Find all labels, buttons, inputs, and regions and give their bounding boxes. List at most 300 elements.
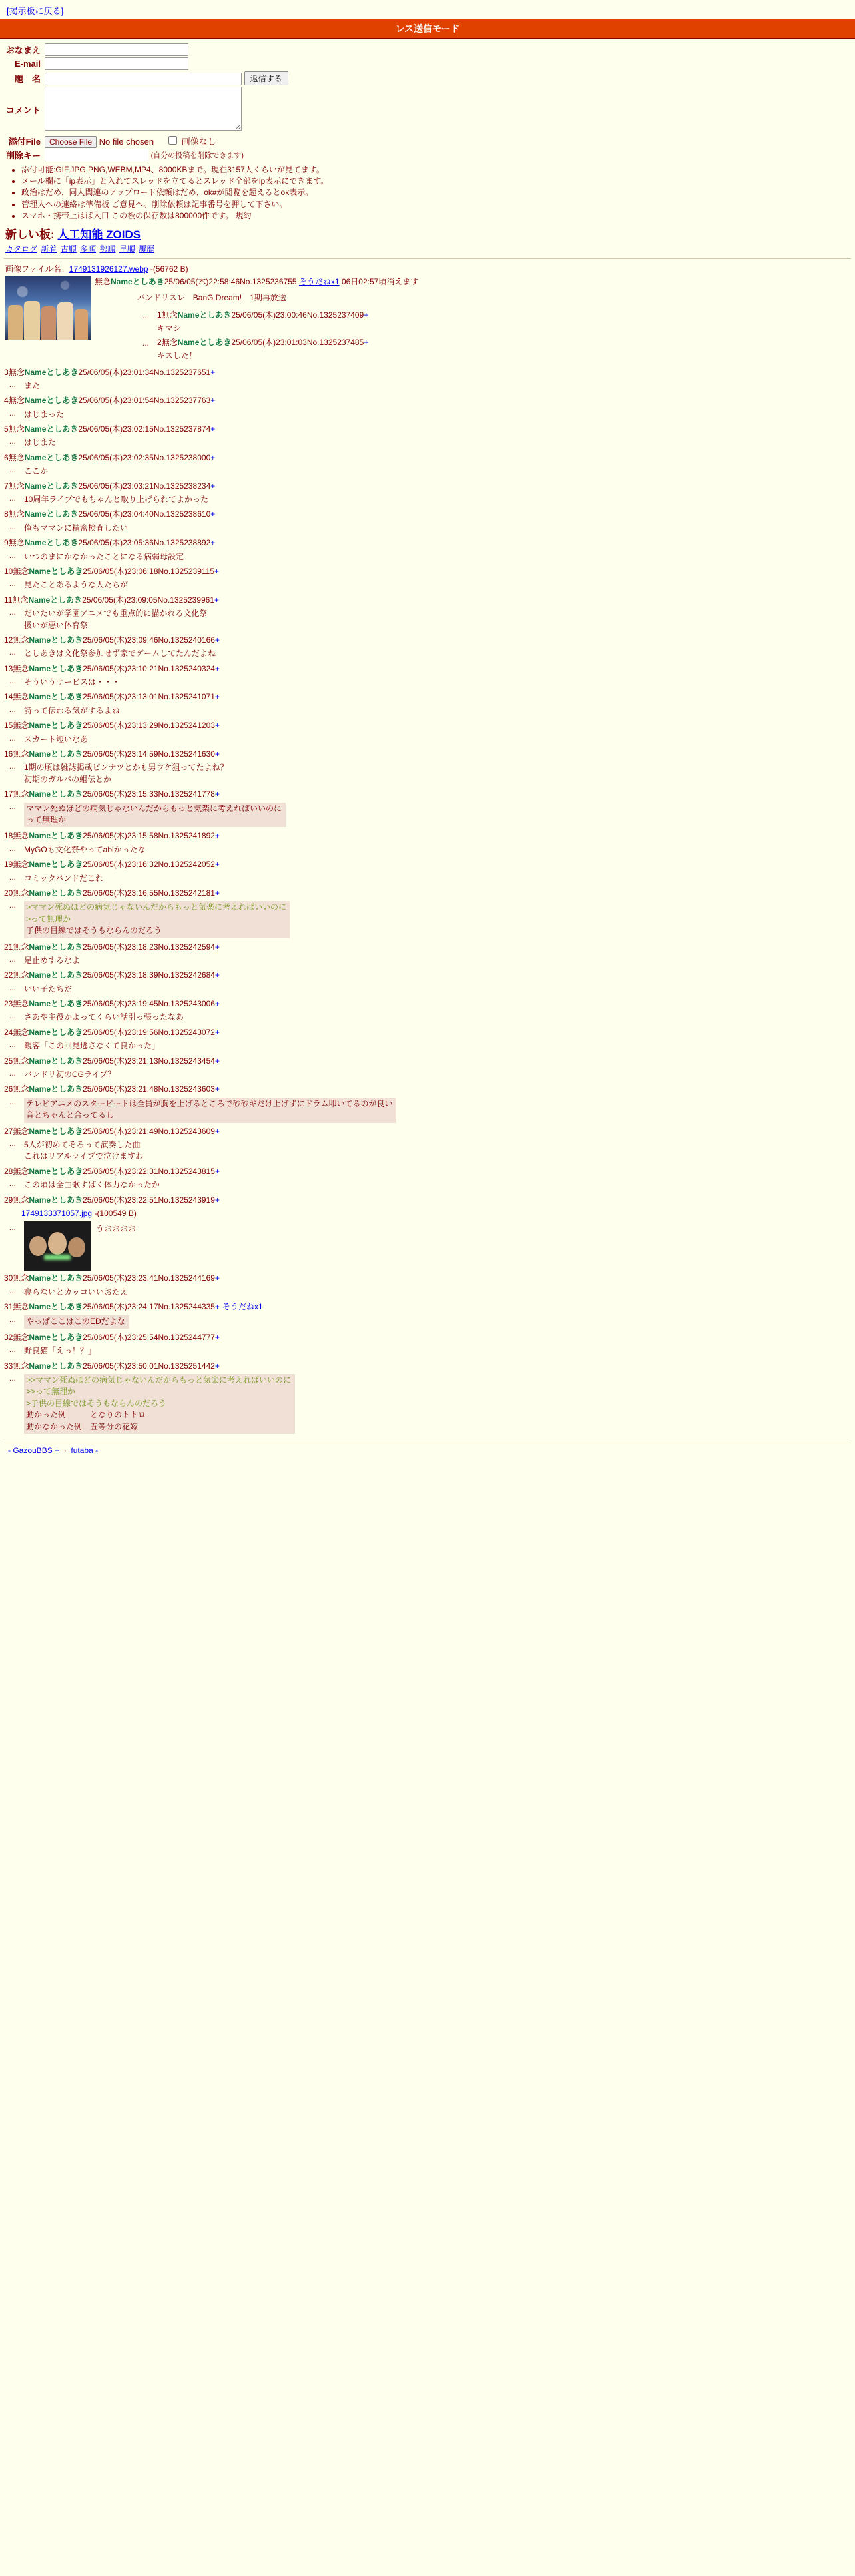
reply-number: No.1325239115 [158, 566, 215, 576]
reply-name-label: Name [24, 367, 47, 377]
reply-line: ここか [24, 466, 49, 476]
reply-text-block [24, 1098, 396, 1123]
file-label: 添付File [8, 136, 41, 147]
reply-poster: としあき [51, 970, 83, 980]
reply-post [4, 395, 851, 422]
reply-image-file-line: 1749133371057.jpg -(100549 B) [21, 1208, 137, 1218]
reply-poster: としあき [46, 367, 79, 377]
reply-sodane-plus[interactable]: + [214, 1027, 220, 1037]
quote-dots: ... [9, 1314, 16, 1324]
quote-dots: ... [9, 733, 16, 743]
reply-sodane-plus[interactable]: + [214, 789, 220, 799]
reply-image-file-link[interactable]: 1749133371057.jpg [21, 1208, 93, 1218]
reply-name-label: Name [24, 481, 47, 491]
reply-text-block [24, 1345, 96, 1357]
reply-index: 20 [4, 888, 13, 898]
reply-name-label: Name [29, 635, 51, 645]
reply-name-label: Name [29, 970, 51, 980]
reply-header [4, 1166, 851, 1177]
reply-poster: としあき [51, 831, 83, 841]
image-file-link[interactable]: 1749131926127.webp [69, 264, 148, 274]
note-item: • 政治はだめ、同人関連のアップロード依頼はだめ、ok#が閲覧を超えるとok表示。 [21, 187, 851, 198]
reply-date: 25/06/05(木)23:13:01 [83, 692, 158, 702]
reply-index: 32 [4, 1332, 13, 1342]
quote-dots: ... [9, 676, 16, 686]
reply-sodane-plus[interactable]: + [210, 367, 216, 377]
reply-line: はじまた [24, 438, 57, 448]
catalog-sort-fast[interactable]: 早順 [119, 244, 135, 254]
reply-text [24, 494, 208, 505]
reply-sodane-plus[interactable]: + [214, 721, 220, 731]
reply-text-block [24, 1139, 143, 1163]
reply-text-block [24, 1179, 160, 1191]
reply-number: No.1325240166 [158, 635, 215, 645]
reply-number: No.1325237485 [306, 337, 364, 347]
submit-button[interactable]: 返信する [244, 71, 288, 85]
back-to-board-link[interactable] [7, 4, 851, 17]
reply-index: 18 [4, 831, 13, 841]
reply-content-row [4, 675, 851, 690]
reply-post [4, 1166, 851, 1193]
reply-number: No.1325238610 [153, 509, 211, 519]
reply-sodane-plus[interactable]: + [364, 310, 369, 320]
reply-text [24, 551, 184, 563]
reply-sodane-plus[interactable]: + [214, 749, 220, 759]
reply-sodane-plus[interactable]: + [214, 1056, 220, 1066]
reply-number: No.1325243609 [158, 1126, 215, 1136]
reply-index: 5 [4, 424, 9, 434]
name-input[interactable] [45, 43, 188, 56]
reply-sodane-plus[interactable]: + [214, 1302, 220, 1312]
reply-content-row [4, 1313, 851, 1331]
reply-date: 25/06/05(木)23:02:35 [78, 452, 154, 462]
reply-post [4, 595, 851, 633]
reply-header [4, 452, 851, 464]
reply-index: 21 [4, 942, 13, 952]
reply-poster: としあき [51, 749, 83, 759]
reply-header [4, 998, 851, 1010]
reply-content-row [4, 549, 851, 565]
reply-text [24, 677, 120, 688]
reply-header [4, 1126, 851, 1137]
reply-text [24, 1179, 160, 1191]
reply-poster: としあき [51, 789, 83, 799]
quote-dots: ... [9, 521, 16, 531]
reply-content-row [4, 1067, 851, 1082]
reply-content-row [4, 577, 851, 593]
reply-line: 扱いが悪い体育祭 [24, 620, 89, 630]
reply-text [24, 437, 56, 448]
reply-nanashi: 無念 [8, 367, 25, 377]
catalog-sort-momentum[interactable]: 勢順 [99, 244, 116, 254]
reply-content-row [4, 899, 851, 940]
reply-content-row [4, 521, 851, 536]
reply-sodane-plus[interactable]: + [214, 692, 220, 702]
reply-post [4, 1301, 851, 1331]
reply-sodane-plus[interactable]: + [214, 970, 220, 980]
reply-content-row [4, 1096, 851, 1125]
comment-label: コメント [6, 105, 41, 115]
reply-header [4, 691, 851, 703]
reply-poster: としあき [46, 396, 79, 406]
reply-date: 25/06/05(木)23:21:49 [83, 1126, 158, 1136]
quote-dots: ... [9, 1138, 16, 1148]
reply-poster: としあき [51, 721, 83, 731]
reply-text [24, 734, 88, 745]
form-row-delkey [4, 148, 290, 162]
reply-line: 5人が初めてそろって演奏した曲 [24, 1139, 141, 1149]
reply-date: 25/06/05(木)23:09:46 [83, 635, 158, 645]
reply-content-row [4, 1137, 851, 1165]
reply-post [4, 1361, 851, 1436]
reply-text-block [24, 1374, 295, 1434]
quote-dots: ... [142, 310, 149, 320]
reply-text-block [96, 1223, 136, 1235]
reply-text [24, 762, 228, 785]
thumbnail-glow [44, 1255, 71, 1260]
post-form-area [0, 39, 855, 1458]
reply-sodane-plus[interactable]: + [214, 1332, 220, 1342]
note-item: • メール欄に「ip表示」と入れてスレッドを立てるとスレッド全部をip表示にできます。 [21, 176, 851, 186]
reply-post [4, 1332, 851, 1359]
reply-index: 8 [4, 509, 9, 519]
op-expire: 06日02:57頃消えます [341, 276, 419, 286]
form-row-subject [4, 71, 290, 86]
reply-nanashi: 無念 [8, 396, 25, 406]
delkey-input[interactable] [45, 149, 148, 161]
reply-text [24, 608, 207, 631]
reply-content-row [4, 1038, 851, 1054]
reply-date: 25/06/05(木)23:16:55 [83, 888, 158, 898]
reply-date: 25/06/05(木)23:04:40 [78, 509, 154, 519]
new-board-line [5, 225, 851, 242]
reply-line: >>って無理か [26, 1387, 76, 1397]
subject-input[interactable] [45, 73, 242, 85]
reply-post [4, 1126, 851, 1165]
reply-number: No.1325243603 [158, 1084, 215, 1094]
reply-sodane-plus[interactable]: + [214, 999, 220, 1009]
reply-date: 25/06/05(木)23:02:15 [78, 424, 154, 434]
reply-date: 25/06/05(木)23:16:32 [83, 860, 158, 870]
reply-text-block [24, 873, 103, 884]
reply-text [24, 803, 286, 828]
reply-line: うおおおお [96, 1224, 137, 1234]
quote-dots: ... [9, 704, 16, 714]
reply-header [4, 481, 851, 492]
reply-nanashi: 無念 [13, 566, 29, 576]
reply-text-block [24, 901, 290, 938]
reply-content-row [4, 378, 851, 394]
reply-content-row [4, 1372, 851, 1436]
reply-name-label: Name [24, 396, 47, 406]
reply-text: キスした！ [157, 351, 197, 361]
reply-sodane-plus[interactable]: + [210, 481, 216, 491]
reply-text-block [24, 844, 146, 856]
reply-index: 25 [4, 1056, 13, 1066]
reply-line: >ママン死ぬほどの病気じゃないんだからもっと気楽に考えればいいのに [26, 902, 287, 912]
form-row-name [4, 43, 290, 57]
reply-poster: としあき [46, 509, 79, 519]
reply-poster: としあき [51, 1084, 83, 1094]
reply-name-label: Name [28, 595, 51, 605]
reply-index: 24 [4, 1027, 13, 1037]
reply-content-row [4, 1343, 851, 1359]
reply-index: 28 [4, 1166, 13, 1176]
reply-name-label: Name [24, 424, 47, 434]
reply-name-label: Name [29, 831, 51, 841]
reply-sodane-plus[interactable]: + [364, 337, 369, 347]
reply-line: また [24, 380, 41, 390]
quote-dots: ... [9, 436, 16, 446]
reply-line: 詩って伝わる気がするよね [24, 705, 121, 715]
reply-sodane-plus[interactable]: + [214, 942, 220, 952]
reply-nanashi: 無念 [161, 310, 178, 320]
reply-line: この頃は全曲歌すばく体力なかったか [24, 1180, 160, 1190]
note-item: • スマホ・携帯上はば入口 この板の保存数は800000件です。 規約 [21, 210, 851, 221]
delkey-note: (自分の投稿を削除できます) [150, 151, 244, 160]
reply-nanashi: 無念 [13, 749, 29, 759]
reply-nanashi: 無念 [13, 888, 29, 898]
quote-dots: ... [9, 982, 16, 992]
reply-line: テレビアニメのスターピートは全員が胸を上げるところで砂砂ギだけ上げずにドラム叩いてるのが良い [26, 1098, 393, 1108]
quote-dots: ... [9, 1285, 16, 1295]
reply-number: No.1325239961 [157, 595, 215, 605]
reply-number: No.1325251442 [158, 1361, 215, 1371]
reply-number: No.1325241071 [158, 692, 215, 702]
name-label: おなまえ [6, 45, 41, 55]
reply-index: 29 [4, 1195, 13, 1205]
reply-name-label: Name [29, 1273, 51, 1283]
reply-text [24, 1069, 115, 1080]
quote-dots: ... [9, 379, 16, 389]
reply-number: No.1325237874 [153, 424, 211, 434]
quote-dots: ... [9, 1223, 16, 1233]
reply-nanashi: 無念 [13, 1084, 29, 1094]
reply-poster: としあき [51, 566, 83, 576]
reply-index: 19 [4, 860, 13, 870]
thumbnail-figure [75, 309, 88, 340]
back-to-board-anchor[interactable]: [掲示板に戻る] [7, 6, 64, 16]
reply-sodane-plus[interactable]: + [214, 1273, 220, 1283]
reply-sodane-plus[interactable]: + [210, 538, 216, 548]
footer-right-link[interactable]: futaba - [71, 1446, 99, 1456]
reply-sodane-plus[interactable]: + [210, 452, 216, 462]
reply-header [4, 595, 851, 606]
reply-date: 25/06/05(木)23:06:18 [83, 566, 158, 576]
reply-post [4, 566, 851, 593]
reply-line: さあや主役かよってくらい話引っ張ったなあ [24, 1012, 184, 1022]
reply-text [24, 1139, 143, 1163]
catalog-sort-history[interactable]: 履歴 [139, 244, 155, 254]
reply-content-row [4, 1177, 851, 1193]
reply-index: 2 [157, 337, 162, 347]
reply-date: 25/06/05(木)23:18:39 [83, 970, 158, 980]
reply-sodane-plus[interactable]: + [214, 1166, 220, 1176]
reply-poster: としあき [46, 452, 79, 462]
reply-post [4, 789, 851, 829]
catalog-link[interactable]: カタログ [5, 244, 38, 254]
choose-file-button[interactable]: Choose File [45, 136, 97, 148]
reply-number: No.1325243815 [158, 1166, 215, 1176]
reply-sodane-plus[interactable]: + [214, 1126, 220, 1136]
reply-content-row [4, 760, 851, 787]
reply-number: No.1325238000 [153, 452, 211, 462]
reply-sodane-plus[interactable]: + [210, 424, 216, 434]
reply-line: ママン死ぬほどの病気じゃないんだからもっと気楽に考えればいいのに [26, 803, 282, 813]
reply-sodane-plus[interactable]: + [214, 663, 220, 673]
reply-name-label: Name [29, 1056, 51, 1066]
reply-content-row [4, 982, 851, 997]
reply-nanashi: 無念 [13, 1332, 29, 1342]
reply-text [24, 523, 128, 534]
reply-date: 25/06/05(木)23:01:03 [231, 337, 307, 347]
reply-line: >って無理か [26, 914, 71, 924]
reply-index: 12 [4, 635, 13, 645]
reply-post [4, 1027, 851, 1054]
reply-date: 25/06/05(木)23:50:01 [83, 1361, 158, 1371]
reply-line: いつのまにかなかったことになる病弱母設定 [24, 551, 184, 561]
reply-number: No.1325238234 [153, 481, 211, 491]
reply-date: 25/06/05(木)23:21:48 [83, 1084, 158, 1094]
reply-index: 7 [4, 481, 9, 491]
reply-sodane-plus[interactable]: + [214, 566, 220, 576]
quote-dots: ... [9, 465, 16, 475]
reply-poster: としあき [51, 1273, 83, 1283]
quote-dots: ... [9, 493, 16, 503]
reply-nanashi: 無念 [8, 424, 25, 434]
reply-nanashi: 無念 [13, 1166, 29, 1176]
reply-date: 25/06/05(木)23:25:54 [83, 1332, 158, 1342]
quote-dots: ... [9, 579, 16, 589]
reply-name-label: Name [29, 1084, 51, 1094]
reply-index: 11 [4, 595, 13, 605]
reply-sodane-button[interactable]: そうだねx1 [222, 1302, 263, 1312]
form-row-file [4, 133, 290, 148]
reply-sodane-plus[interactable]: + [214, 1195, 220, 1205]
reply-line: バンドリ初のCGライブ？ [24, 1070, 116, 1080]
reply-name-label: Name [29, 860, 51, 870]
reply-index: 17 [4, 789, 13, 799]
reply-index: 22 [4, 970, 13, 980]
reply-name-label: Name [29, 749, 51, 759]
reply-header [157, 337, 368, 348]
quote-dots: ... [9, 1373, 16, 1383]
reply-poster: としあき [46, 481, 79, 491]
reply-line: 動かった例 となりのトトロ [26, 1410, 146, 1420]
reply-list [4, 367, 851, 1437]
reply-sodane-plus[interactable]: + [214, 1361, 220, 1371]
reply-thumbnail[interactable] [24, 1221, 91, 1271]
catalog-links [5, 243, 851, 254]
reply-header [4, 1332, 851, 1343]
reply-index: 13 [4, 663, 13, 673]
reply-header [4, 635, 851, 646]
reply-name-label: Name [29, 566, 51, 576]
reply-line: いい子たちだ [24, 984, 73, 994]
new-board-link[interactable]: 人工知能 ZOIDS [57, 228, 141, 241]
reply-date: 25/06/05(木)23:01:34 [78, 367, 154, 377]
form-row-comment [4, 86, 290, 133]
post-form [4, 43, 290, 162]
reply-sodane-plus[interactable]: + [214, 831, 220, 841]
reply-date: 25/06/05(木)23:09:05 [82, 595, 158, 605]
reply-line: 1期の頃は雑誌掲載ピンナツとかも男ウケ狙ってたよね？ [24, 763, 228, 773]
reply-nanashi: 無念 [13, 1302, 29, 1312]
reply-text-block [24, 380, 40, 392]
reply-poster: としあき [51, 663, 83, 673]
reply-nanashi: 無念 [161, 337, 178, 347]
op-thumbnail[interactable] [5, 276, 91, 340]
reply-content-row [4, 606, 851, 633]
quote-dots: ... [9, 954, 16, 964]
reply-header [4, 970, 851, 981]
op-header [95, 276, 851, 288]
reply-number: No.1325242181 [158, 888, 215, 898]
reply-name-label: Name [29, 1195, 51, 1205]
reply-nanashi: 無念 [8, 481, 25, 491]
reply-number: No.1325242594 [158, 942, 215, 952]
quote-dots: ... [9, 408, 16, 418]
reply-text-block [24, 984, 72, 995]
reply-poster: としあき [51, 999, 83, 1009]
reply-nanashi: 無念 [13, 942, 29, 952]
reply-content-row [4, 703, 851, 719]
reply-sodane-plus[interactable]: + [214, 635, 220, 645]
catalog-sort-new[interactable]: 新着 [41, 244, 57, 254]
reply-text-block [24, 1069, 115, 1080]
reply-text-block [24, 1315, 129, 1329]
image-file-label: 画像ファイル名： [5, 264, 69, 274]
reply-nanashi: 無念 [8, 509, 25, 519]
reply-poster: としあき [199, 337, 232, 347]
reply-index: 16 [4, 749, 13, 759]
reply-sodane-plus[interactable]: + [210, 509, 216, 519]
reply-name-label: Name [29, 942, 51, 952]
reply-name-label: Name [29, 692, 51, 702]
reply-post [4, 452, 851, 480]
reply-sodane-plus[interactable]: + [214, 1084, 220, 1094]
email-input[interactable] [45, 57, 188, 70]
reply-date: 25/06/05(木)23:21:13 [83, 1056, 158, 1066]
no-image-checkbox[interactable] [168, 136, 177, 145]
footer-left-link[interactable]: - GazouBBS + [8, 1446, 60, 1456]
reply-line: 初期のガルパの蛆伝とか [24, 774, 112, 784]
reply-date: 25/06/05(木)23:01:54 [78, 396, 154, 406]
reply-line: そういうサービスは・・・ [24, 677, 121, 687]
reply-text [24, 955, 80, 966]
catalog-sort-many[interactable]: 多順 [80, 244, 97, 254]
quote-dots: ... [9, 900, 16, 910]
reply-sodane-plus[interactable]: + [214, 888, 220, 898]
reply-sodane-plus[interactable]: + [214, 595, 220, 605]
file-status-text: No file chosen [99, 137, 154, 147]
reply-line: 俺もママンに精密検査したい [24, 523, 129, 533]
reply-post [4, 663, 851, 691]
reply-index: 27 [4, 1126, 13, 1136]
reply-sodane-plus[interactable]: + [210, 396, 216, 406]
reply-sodane-plus[interactable]: + [214, 860, 220, 870]
catalog-sort-old[interactable]: 古順 [60, 244, 77, 254]
reply-text [24, 1345, 96, 1357]
quote-dots: ... [9, 1345, 16, 1355]
reply-name-label: Name [29, 1027, 51, 1037]
reply-number: No.1325243006 [158, 999, 215, 1009]
op-sodane-button[interactable]: そうだねx1 [298, 276, 340, 286]
reply-header [4, 830, 851, 842]
comment-textarea[interactable] [45, 87, 242, 131]
op-reply-1 [137, 310, 851, 337]
reply-nanashi: 無念 [13, 1361, 29, 1371]
